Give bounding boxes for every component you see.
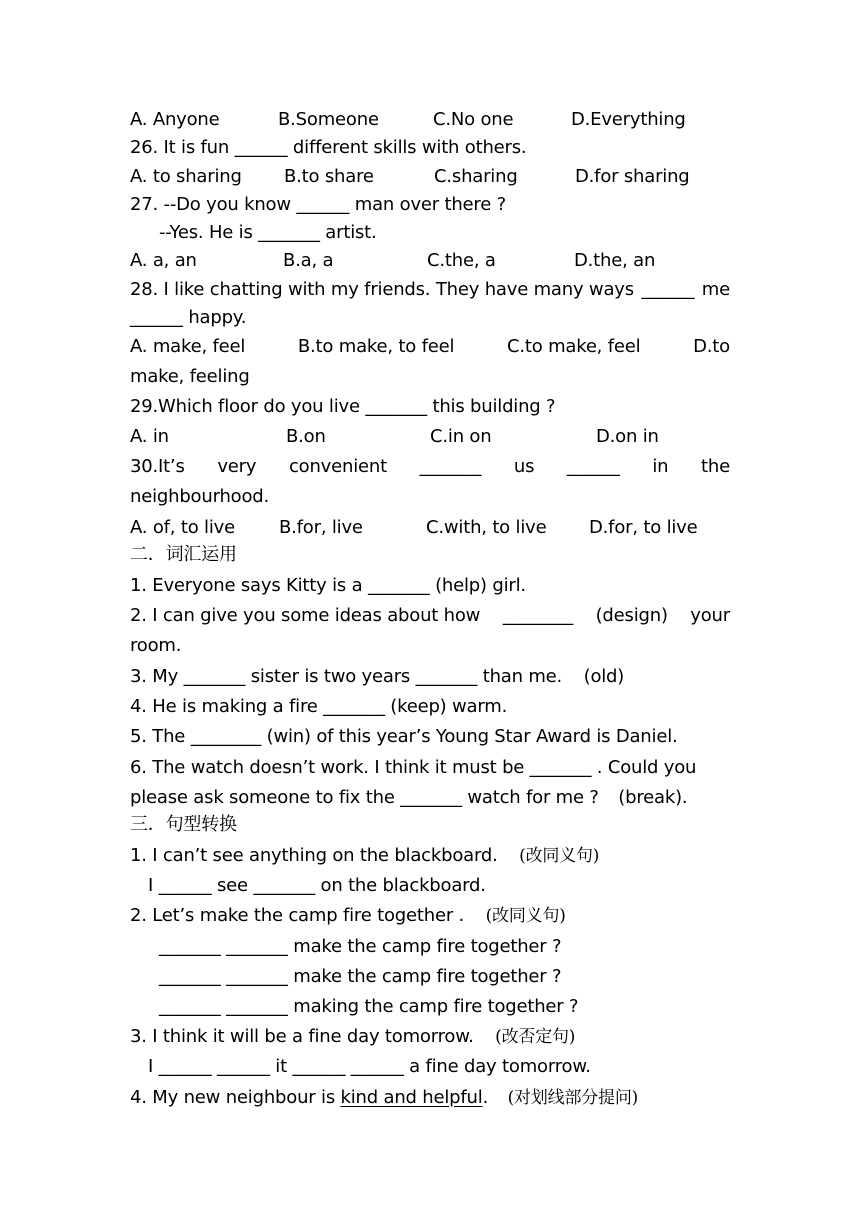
options-q26 <box>130 165 750 189</box>
vocab-6: 6. The watch doesn’t work. I think it must be _______ . Could you <box>130 757 697 778</box>
option-d: D.on in <box>596 426 659 447</box>
sentence-2 <box>130 904 730 928</box>
question-26: 26. It is fun ______ different skills with others. <box>130 137 527 158</box>
sentence-1 <box>130 844 730 868</box>
option-d: D.to <box>693 336 730 357</box>
q30-blank: _______ <box>419 456 482 477</box>
sentence-1-text: 1. I can’t see anything on the blackboard. <box>130 845 498 866</box>
sentence-2-hint: (改同义句) <box>485 906 566 926</box>
vocab-3-hint: (old) <box>583 666 625 687</box>
question-29: 29.Which floor do you live _______ this building ? <box>130 396 556 417</box>
question-28-text: 28. I like chatting with my friends. They have many ways <box>130 279 634 300</box>
option-d: D.for sharing <box>575 166 690 187</box>
question-28-cont: ______ happy. <box>130 307 247 328</box>
vocab-5: 5. The ________ (win) of this year’s Young Star Award is Daniel. <box>130 726 678 747</box>
vocab-2-word: your <box>690 605 730 626</box>
vocab-2-text: 2. I can give you some ideas about how <box>130 605 481 626</box>
question-30 <box>130 455 730 479</box>
option-c: C.sharing <box>434 166 518 187</box>
option-a: A. make, feel <box>130 336 246 357</box>
option-b: B.Someone <box>278 109 379 130</box>
sentence-4-text: 4. My new neighbour is <box>130 1087 335 1108</box>
q30-word: in <box>652 456 669 477</box>
vocab-2-cont: room. <box>130 635 182 656</box>
option-b: B.a, a <box>283 250 334 271</box>
option-d: D.the, an <box>574 250 656 271</box>
question-28-word: me <box>701 279 730 300</box>
option-a: A. a, an <box>130 250 197 271</box>
vocab-3-text: 3. My _______ sister is two years _______ than me. <box>130 666 563 687</box>
option-d: D.Everything <box>571 109 686 130</box>
options-q28-cont: make, feeling <box>130 366 250 387</box>
section-3-title: 三．句型转换 <box>130 814 237 835</box>
options-q27 <box>130 249 750 273</box>
vocab-6-cont <box>130 786 730 810</box>
sentence-3 <box>130 1025 730 1049</box>
option-a: A. to sharing <box>130 166 242 187</box>
sentence-2-answer-b: _______ _______ make the camp fire together ? <box>159 966 562 987</box>
vocab-2-blank: ________ <box>502 605 574 626</box>
options-q28 <box>130 335 730 359</box>
option-a: A. of, to live <box>130 517 235 538</box>
question-30-cont: neighbourhood. <box>130 486 270 507</box>
option-c: C.in on <box>430 426 492 447</box>
sentence-1-hint: (改同义句) <box>519 846 600 866</box>
sentence-3-text: 3. I think it will be a fine day tomorrow. <box>130 1026 474 1047</box>
sentence-4-underlined: kind and helpful <box>340 1087 483 1108</box>
option-b: B.to share <box>284 166 374 187</box>
sentence-2-text: 2. Let’s make the camp fire together . <box>130 905 465 926</box>
sentence-4-period: . <box>482 1087 489 1108</box>
sentence-3-hint: (改否定句) <box>495 1027 576 1047</box>
question-27: 27. --Do you know ______ man over there ? <box>130 194 506 215</box>
vocab-2-hint: (design) <box>595 605 668 626</box>
vocab-6-hint: (break). <box>618 787 688 808</box>
vocab-4: 4. He is making a fire _______ (keep) warm. <box>130 696 508 717</box>
option-c: C.No one <box>433 109 514 130</box>
options-q25 <box>130 108 750 132</box>
vocab-6-text: please ask someone to fix the _______ watch for me ? <box>130 787 599 808</box>
question-27-reply: --Yes. He is _______ artist. <box>159 222 377 243</box>
q30-word: 30.It’s <box>130 456 185 477</box>
option-c: C.to make, feel <box>506 336 641 357</box>
options-q30 <box>130 516 750 540</box>
vocab-1: 1. Everyone says Kitty is a _______ (help) girl. <box>130 575 526 596</box>
sentence-4-hint: (对划线部分提问) <box>507 1088 639 1108</box>
question-28 <box>130 278 730 302</box>
option-a: A. Anyone <box>130 109 220 130</box>
vocab-2 <box>130 604 730 628</box>
question-28-blank: ______ <box>641 279 695 300</box>
option-c: C.with, to live <box>426 517 547 538</box>
q30-word: very <box>217 456 257 477</box>
sentence-4 <box>130 1086 730 1110</box>
options-q29 <box>130 425 750 449</box>
option-a: A. in <box>130 426 169 447</box>
q30-word: the <box>701 456 730 477</box>
section-2-title: 二．词汇运用 <box>130 544 237 565</box>
sentence-3-answer: I ______ ______ it ______ ______ a fine day tomorrow. <box>148 1056 591 1077</box>
sentence-2-answer-a: _______ _______ make the camp fire together ? <box>159 936 562 957</box>
option-b: B.to make, to feel <box>297 336 455 357</box>
option-c: C.the, a <box>427 250 496 271</box>
q30-blank: ______ <box>566 456 620 477</box>
sentence-2-answer-c: _______ _______ making the camp fire together ? <box>159 996 579 1017</box>
q30-word: convenient <box>288 456 387 477</box>
option-d: D.for, to live <box>589 517 698 538</box>
option-b: B.for, live <box>279 517 363 538</box>
option-b: B.on <box>286 426 326 447</box>
q30-word: us <box>513 456 535 477</box>
sentence-1-answer: I ______ see _______ on the blackboard. <box>148 875 486 896</box>
vocab-3 <box>130 665 730 689</box>
